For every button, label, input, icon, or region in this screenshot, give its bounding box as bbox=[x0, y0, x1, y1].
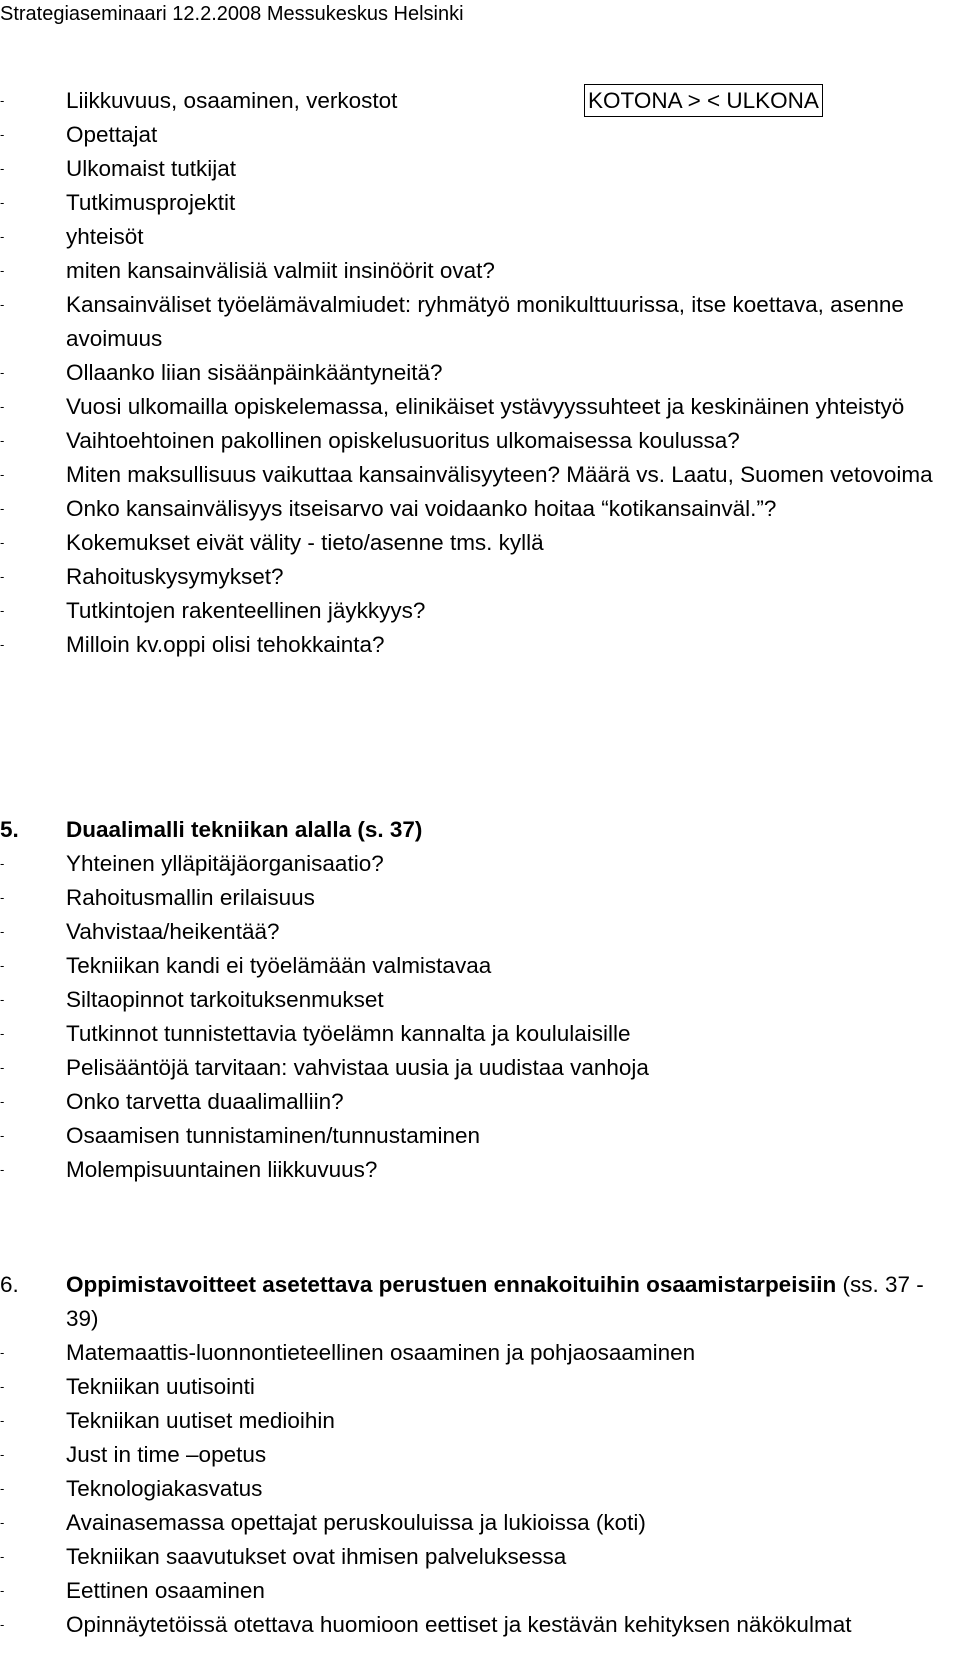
list-item: - Avainasemassa opettajat peruskouluissa ja lukioissa (koti) bbox=[0, 1506, 935, 1540]
list-item: - Vuosi ulkomailla opiskelemassa, elinikäiset ystävyyssuhteet ja keskinäinen yhteistyö bbox=[0, 390, 935, 424]
bullet-marker: - bbox=[0, 569, 5, 584]
section-title: Oppimistavoitteet asetettava perustuen ennakoituihin osaamistarpeisiin bbox=[66, 1272, 837, 1297]
list-item: - Tekniikan kandi ei työelämään valmistavaa bbox=[0, 949, 935, 983]
bullet-marker: - bbox=[0, 992, 5, 1007]
bullet-marker: - bbox=[0, 1026, 5, 1041]
list-item: - Onko kansainvälisyys itseisarvo vai voidaanko hoitaa “kotikansainväl.”? bbox=[0, 492, 935, 526]
section-page-ref: (ss. 37 - 39) bbox=[66, 1272, 924, 1331]
bullet-marker: - bbox=[0, 890, 5, 905]
bullet-marker: - bbox=[0, 467, 5, 482]
bullet-marker: - bbox=[0, 229, 5, 244]
bullet-marker: - bbox=[0, 1549, 5, 1564]
section-number: 6. bbox=[0, 1272, 19, 1297]
bullet-marker: - bbox=[0, 127, 5, 142]
bullet-marker: - bbox=[0, 297, 5, 312]
list-item: - miten kansainvälisiä valmiit insinöörit ovat? bbox=[0, 254, 935, 288]
list-item: - Kokemukset eivät välity - tieto/asenne tms. kyllä bbox=[0, 526, 935, 560]
bullet-marker: - bbox=[0, 1413, 5, 1428]
list-item: - Rahoituskysymykset? bbox=[0, 560, 935, 594]
bullet-marker: - bbox=[0, 1128, 5, 1143]
list-item: - yhteisöt bbox=[0, 220, 935, 254]
list-item: - Eettinen osaaminen bbox=[0, 1574, 935, 1608]
section-6 bbox=[0, 1268, 935, 1642]
list-item: - Tekniikan saavutukset ovat ihmisen palveluksessa bbox=[0, 1540, 935, 1574]
bullet-marker: - bbox=[0, 263, 5, 278]
list-item: - Teknologiakasvatus bbox=[0, 1472, 935, 1506]
section-title: Duaalimalli tekniikan alalla (s. 37) bbox=[66, 817, 423, 842]
page-header: Strategiaseminaari 12.2.2008 Messukeskus Helsinki bbox=[0, 3, 464, 25]
section-heading bbox=[0, 1268, 935, 1336]
list-item: - Rahoitusmallin erilaisuus bbox=[0, 881, 935, 915]
bullet-marker: - bbox=[0, 1447, 5, 1462]
bullet-marker: - bbox=[0, 399, 5, 414]
bullet-marker: - bbox=[0, 1515, 5, 1530]
list-item: - Tekniikan uutisointi bbox=[0, 1370, 935, 1404]
bullet-marker: - bbox=[0, 1379, 5, 1394]
bullet-marker: - bbox=[0, 1162, 5, 1177]
list-item: - Opettajat bbox=[0, 118, 935, 152]
kotona-ulkona-box: KOTONA > < ULKONA bbox=[584, 84, 823, 117]
bullet-marker: - bbox=[0, 1094, 5, 1109]
bullet-marker: - bbox=[0, 1617, 5, 1632]
list-item: - Just in time –opetus bbox=[0, 1438, 935, 1472]
bullet-marker: - bbox=[0, 958, 5, 973]
bullet-marker: - bbox=[0, 924, 5, 939]
list-item: - Tutkimusprojektit bbox=[0, 186, 935, 220]
bullet-marker: - bbox=[0, 365, 5, 380]
list-item: - Kansainväliset työelämävalmiudet: ryhmätyö monikulttuurissa, itse koettava, asenne avoimuus bbox=[0, 288, 935, 356]
list-item: - Matemaattis-luonnontieteellinen osaaminen ja pohjaosaaminen bbox=[0, 1336, 935, 1370]
list-item: - Onko tarvetta duaalimalliin? bbox=[0, 1085, 935, 1119]
bullet-marker: - bbox=[0, 501, 5, 516]
list-item: - Siltaopinnot tarkoituksenmukset bbox=[0, 983, 935, 1017]
list-item: - Yhteinen ylläpitäjäorganisaatio? bbox=[0, 847, 935, 881]
bullet-list-1 bbox=[0, 84, 935, 662]
bullet-marker: - bbox=[0, 1481, 5, 1496]
bullet-marker: - bbox=[0, 1583, 5, 1598]
list-item: - Vahvistaa/heikentää? bbox=[0, 915, 935, 949]
bullet-marker: - bbox=[0, 161, 5, 176]
list-item: - Tutkintojen rakenteellinen jäykkyys? bbox=[0, 594, 935, 628]
list-item: - Miten maksullisuus vaikuttaa kansainvälisyyteen? Määrä vs. Laatu, Suomen vetovoima bbox=[0, 458, 935, 492]
list-item: - Tutkinnot tunnistettavia työelämn kannalta ja koululaisille bbox=[0, 1017, 935, 1051]
bullet-marker: - bbox=[0, 1060, 5, 1075]
section-heading bbox=[0, 813, 935, 847]
section-number: 5. bbox=[0, 817, 19, 842]
bullet-marker: - bbox=[0, 433, 5, 448]
bullet-marker: - bbox=[0, 856, 5, 871]
bullet-marker: - bbox=[0, 637, 5, 652]
bullet-marker: - bbox=[0, 93, 5, 108]
bullet-marker: - bbox=[0, 1345, 5, 1360]
list-item: - Liikkuvuus, osaaminen, verkostot KOTONA > < ULKONA bbox=[0, 84, 935, 118]
bullet-marker: - bbox=[0, 535, 5, 550]
list-item: - Osaamisen tunnistaminen/tunnustaminen bbox=[0, 1119, 935, 1153]
list-item: - Pelisääntöjä tarvitaan: vahvistaa uusia ja uudistaa vanhoja bbox=[0, 1051, 935, 1085]
bullet-marker: - bbox=[0, 195, 5, 210]
list-item: - Vaihtoehtoinen pakollinen opiskelusuoritus ulkomaisessa koulussa? bbox=[0, 424, 935, 458]
list-item: - Molempisuuntainen liikkuvuus? bbox=[0, 1153, 935, 1187]
list-item: - Tekniikan uutiset medioihin bbox=[0, 1404, 935, 1438]
list-item: - Opinnäytetöissä otettava huomioon eettiset ja kestävän kehityksen näkökulmat bbox=[0, 1608, 935, 1642]
bullet-marker: - bbox=[0, 603, 5, 618]
list-item: - Milloin kv.oppi olisi tehokkainta? bbox=[0, 628, 935, 662]
list-item: - Ulkomaist tutkijat bbox=[0, 152, 935, 186]
list-item: - Ollaanko liian sisäänpäinkääntyneitä? bbox=[0, 356, 935, 390]
section-5 bbox=[0, 813, 935, 1187]
